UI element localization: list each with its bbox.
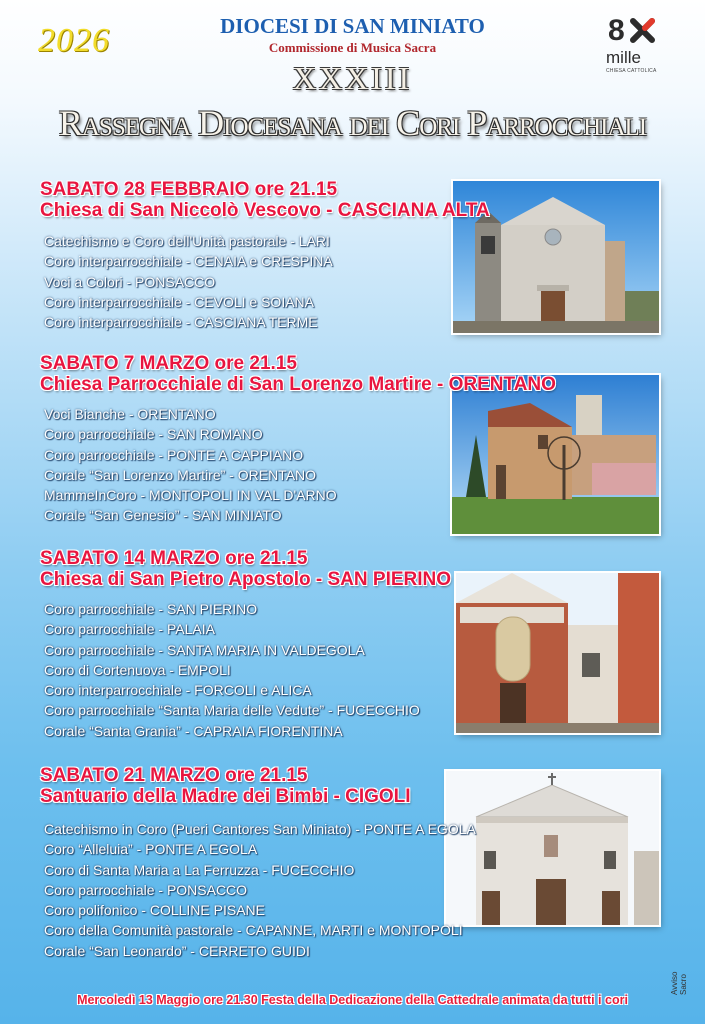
list-item: Coro interparrocchiale - CEVOLI e SOIANA — [44, 293, 314, 310]
page-title: Rassegna Diocesana dei Cori Parrocchiali — [58, 103, 647, 143]
event-venue-3: Chiesa di San Pietro Apostolo - SAN PIERINO — [40, 569, 452, 590]
event-date-3: SABATO 14 MARZO ore 21.15 — [40, 548, 308, 569]
choir-list-3 — [44, 599, 420, 741]
church-photo-san-pierino — [456, 573, 659, 733]
list-item: Coro di Cortenuova - EMPOLI — [44, 661, 231, 678]
year-label: 2026 — [38, 22, 110, 59]
list-item: Coro parrocchiale “Santa Maria delle Vedute” - FUCECCHIO — [44, 702, 420, 719]
list-item: Corale “San Genesio” - SAN MINIATO — [44, 507, 282, 524]
side-note: Avviso Sacro — [670, 971, 688, 995]
list-item: Corale “Santa Grania” - CAPRAIA FIORENTINA — [44, 722, 343, 739]
list-item: Voci a Colori - PONSACCO — [44, 273, 216, 290]
list-item: Coro parrocchiale - PALAIA — [44, 621, 215, 638]
logo-x-icon — [630, 18, 656, 44]
event-date-4: SABATO 21 MARZO ore 21.15 — [40, 765, 308, 786]
logo-eight: 8 — [608, 14, 625, 47]
commission-subtitle: Commissione di Musica Sacra — [268, 40, 437, 55]
list-item: Coro interparrocchiale - CENAIA e CRESPINA — [44, 253, 333, 270]
list-item: Coro parrocchiale - PONTE A CAPPIANO — [44, 446, 304, 463]
list-item: MammeInCoro - MONTOPOLI IN VAL D'ARNO — [44, 487, 337, 504]
logo-mille: mille — [606, 48, 641, 67]
choir-list-2 — [44, 404, 337, 526]
list-item: Coro di Santa Maria a La Ferruzza - FUCECCHIO — [44, 861, 355, 878]
list-item: Corale “San Leonardo” - CERRETO GUIDI — [44, 942, 310, 959]
church-photo-cigoli — [446, 771, 659, 925]
list-item: Coro parrocchiale - SAN ROMANO — [44, 426, 263, 443]
list-item: Voci Bianche - ORENTANO — [44, 406, 216, 422]
list-item: Catechismo in Coro (Pueri Cantores San Miniato) - PONTE A EGOLA — [44, 821, 476, 837]
event-venue-1: Chiesa di San Niccolò Vescovo - CASCIANA ALTA — [40, 200, 490, 221]
list-item: Coro parrocchiale - SAN PIERINO — [44, 601, 258, 617]
list-item: Coro parrocchiale - SANTA MARIA IN VALDEGOLA — [44, 641, 365, 658]
event-venue-2: Chiesa Parrocchiale di San Lorenzo Martire - ORENTANO — [40, 374, 556, 395]
edition-number: XXXIII — [292, 60, 413, 96]
8xmille-logo — [606, 14, 666, 76]
list-item: Coro interparrocchiale - CASCIANA TERME — [44, 314, 318, 331]
list-item: Coro interparrocchiale - FORCOLI e ALICA — [44, 682, 312, 699]
event-date-2: SABATO 7 MARZO ore 21.15 — [40, 353, 297, 374]
list-item: Coro polifonico - COLLINE PISANE — [44, 902, 265, 919]
diocese-title: DIOCESI DI SAN MINIATO — [220, 14, 485, 38]
logo-tagline: CHIESA CATTOLICA — [606, 68, 657, 74]
event-date-1: SABATO 28 FEBBRAIO ore 21.15 — [40, 179, 338, 200]
list-item: Catechismo e Coro dell'Unità pastorale - LARI — [44, 233, 330, 249]
list-item: Corale “San Lorenzo Martire” - ORENTANO — [44, 466, 317, 483]
list-item: Coro “Alleluia” - PONTE A EGOLA — [44, 841, 258, 858]
footer-note: Mercoledì 13 Maggio ore 21.30 Festa della Dedicazione della Cattedrale animata da tutti i cori — [77, 993, 628, 1007]
choir-list-4 — [44, 819, 476, 961]
list-item: Coro della Comunità pastorale - CAPANNE, MARTI e MONTOPOLI — [44, 922, 463, 939]
church-photo-orentano — [452, 375, 659, 534]
event-venue-4: Santuario della Madre dei Bimbi - CIGOLI — [40, 786, 411, 807]
list-item: Coro parrocchiale - PONSACCO — [44, 881, 248, 898]
choir-list-1 — [44, 231, 333, 332]
